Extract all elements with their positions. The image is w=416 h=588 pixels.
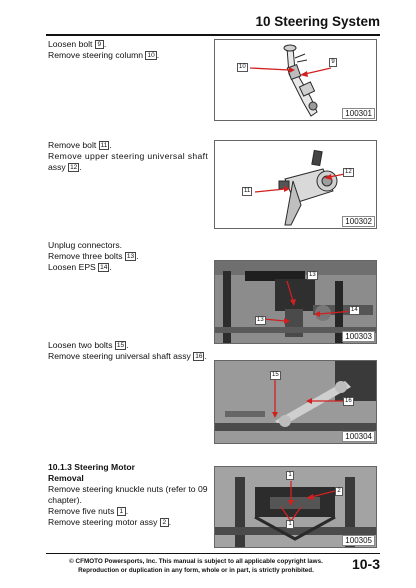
copyright-line: Reproduction or duplication in any form, whole or in part, is strictly prohibited. (78, 567, 314, 574)
step-line: Unplug connectors. (48, 240, 123, 250)
callout-label: 11 (244, 188, 251, 194)
step-line: Loosen bolt 9 . (48, 39, 107, 49)
figure-steering-motor-photo (214, 466, 377, 548)
upper-shaft-illustration (215, 141, 376, 228)
figure-steering-column (214, 39, 377, 121)
section-subheading: Removal (48, 473, 84, 483)
figure-universal-shaft-upper (214, 140, 377, 229)
step-line: assy 12 . (48, 162, 82, 172)
figure-universal-shaft-photo (214, 360, 377, 444)
step-line: Remove three bolts 13 . (48, 251, 139, 261)
callout-label: 9 (329, 58, 337, 67)
ref-box: 14 (100, 264, 108, 271)
step-line: Remove steering knuckle nuts (refer to 09 (48, 484, 208, 494)
callout-label: 13 (309, 272, 316, 278)
ref-box: 2 (160, 518, 169, 527)
ref-box: 10 (147, 52, 155, 59)
callout-label: 1 (286, 520, 294, 529)
step-line: Remove upper steering universal shaft (48, 151, 209, 161)
step-3-text (48, 240, 213, 273)
ref-box: 12 (70, 164, 78, 171)
callout-label: 13 (257, 317, 264, 323)
figure-id: 100303 (342, 331, 375, 342)
ref-box: 15 (116, 342, 125, 349)
callout-label: 10 (239, 64, 246, 70)
step-line: Loosen two bolts 15 . (48, 340, 129, 350)
step-line: chapter). (48, 495, 82, 505)
callout-label: 16 (345, 398, 352, 404)
ref-box: 9 (95, 40, 104, 49)
copyright-notice (46, 557, 346, 575)
callout-label: 15 (272, 372, 279, 378)
chapter-title: 10 Steering System (255, 14, 380, 29)
step-line: Remove five nuts 1 . (48, 506, 129, 516)
copyright-line: © CFMOTO Powersports, Inc. This manual is subject to all applicable copyright laws. (69, 558, 323, 565)
page-footer (46, 553, 380, 580)
step-line: Loosen EPS 14 . (48, 262, 112, 272)
ref-box: 16 (195, 353, 203, 360)
step-line: Remove steering column 10 . (48, 50, 160, 60)
step-1-text (48, 39, 213, 61)
step-2-text (48, 140, 213, 173)
figure-id: 100305 (342, 535, 375, 546)
figure-id: 100302 (342, 216, 375, 227)
page-header (46, 14, 380, 36)
step-line: Remove bolt 11 . (48, 140, 112, 150)
figure-id: 100301 (342, 108, 375, 119)
step-line: Remove steering universal shaft assy 16 . (48, 351, 207, 361)
callout-label: 2 (335, 487, 343, 496)
figure-eps-photo (214, 260, 377, 344)
figure-id: 100304 (342, 431, 375, 442)
callout-label: 12 (345, 169, 352, 175)
section-heading: 10.1.3 Steering Motor (48, 462, 135, 472)
step-5-text (48, 462, 213, 528)
callout-label: 14 (351, 307, 358, 313)
ref-box: 1 (117, 507, 126, 516)
page-number: 10-3 (351, 556, 380, 572)
ref-box: 11 (100, 142, 108, 149)
step-4-text (48, 340, 213, 362)
step-line: Remove steering motor assy 2 . (48, 517, 172, 527)
callout-label: 1 (286, 471, 294, 480)
ref-box: 13 (126, 253, 135, 260)
